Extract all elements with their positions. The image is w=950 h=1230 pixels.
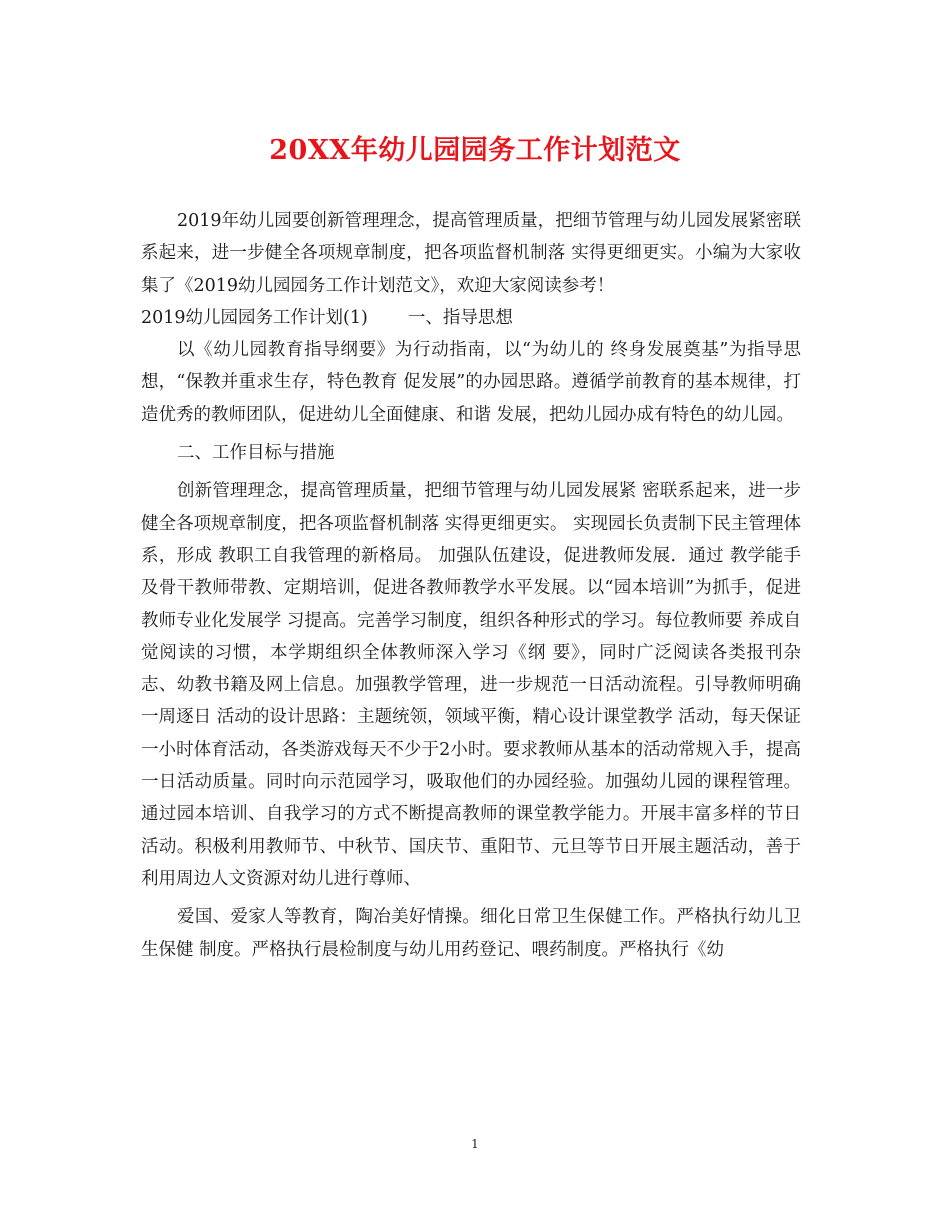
intro-paragraph: 2019年幼儿园要创新管理理念，提高管理质量，把细节管理与幼儿园发展紧密联系起来，进一步健全各项规章制度，把各项监督机制落 实得更细更实。小编为大家收集了《2019幼儿园园务工作计划范文》，欢迎大家阅读参考！ — [141, 211, 801, 296]
section1-heading: 一、指导思想 — [407, 307, 513, 328]
continuation-paragraph: 爱国、爱家人等教育，陶冶美好情操。细化日常卫生保健工作。严格执行幼儿卫生保健 制度。严格执行晨检制度与幼儿用药登记、喂药制度。严格执行《幼 — [141, 907, 801, 960]
section1-paragraph: 以《幼儿园教育指导纲要》为行动指南，以“为幼儿的 终身发展奠基”为指导思想，“保教并重求生存，特色教育 促发展”的办园思路。遵循学前教育的基本规律，打造优秀的教师团队，促进幼儿全面健康、和谐 发展，把幼儿园办成有特色的幼儿园。 — [141, 340, 801, 425]
plan-heading-line — [141, 302, 801, 334]
plan-label: 2019幼儿园园务工作计划(1) — [141, 307, 368, 328]
page-number: 1 — [471, 1137, 479, 1151]
document-body — [141, 205, 801, 966]
document-title: 20XX年幼儿园园务工作计划范文 — [269, 135, 681, 166]
section2-heading: 二、工作目标与措施 — [177, 443, 335, 464]
section2-paragraph: 创新管理理念，提高管理质量，把细节管理与幼儿园发展紧 密联系起来，进一步健全各项规章制度，把各项监督机制落 实得更细更实。 实现园长负责制下民主管理体系，形成 教职工自我管理的新格局。 加强队伍建设，促进教师发展．通过 教学能手及骨干教师带教、定期培训，促进各教师教学水平发展。以“园本培训”为抓手，促进教师专业化发展学 习提高。完善学习制度，组织各种形式的学习。每位教师要 养成自觉阅读的习惯，本学期组织全体教师深入学习《纲 要》，同时广泛阅读各类报刊杂志、幼教书籍及网上信息。加强教学管理，进一步规范一日活动流程。引导教师明确一周逐日 活动的设计思路：主题统领，领域平衡，精心设计课堂教学 活动，每天保证一小时体育活动，各类游戏每天不少于2小时。要求教师从基本的活动常规入手，提高一日活动质量。同时向示范园学习，吸取他们的办园经验。加强幼儿园的课程管理。通过园本培训、自我学习的方式不断提高教师的课堂教学能力。开展丰富多样的节日活动。积极利用教师节、中秋节、国庆节、重阳节、元旦等节日开展主题活动，善于利用周边人文资源对幼儿进行尊师、 — [141, 481, 801, 889]
